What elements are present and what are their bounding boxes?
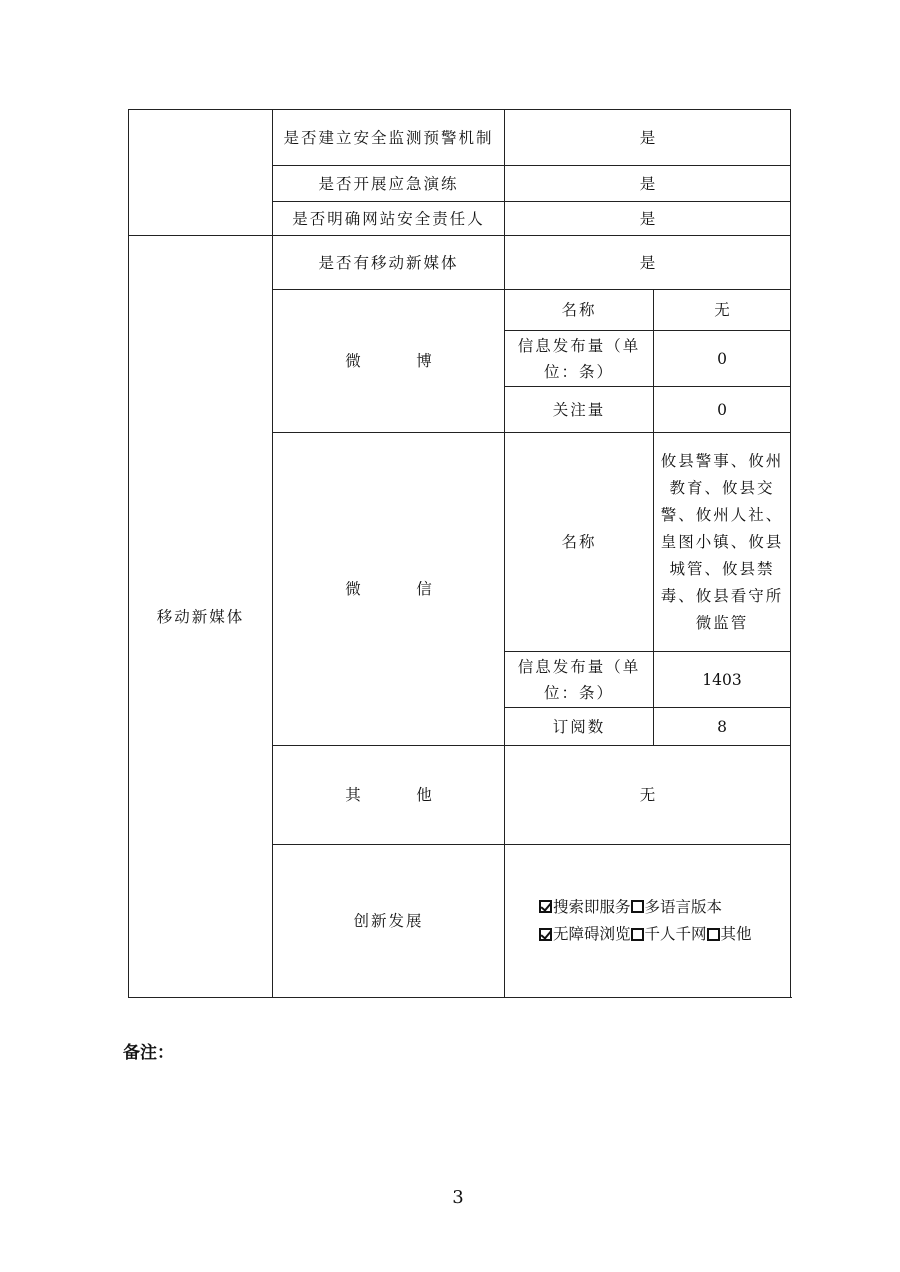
checkbox-empty-icon[interactable]: [631, 928, 644, 941]
option-personalized[interactable]: 千人千网: [631, 921, 707, 947]
wechat-posts-label: 信息发布量（单位：条）: [505, 652, 654, 708]
option-other[interactable]: 其他: [707, 921, 752, 947]
security-officer-label: 是否明确网站安全责任人: [273, 202, 505, 236]
checkbox-empty-icon[interactable]: [631, 900, 644, 913]
innovation-options: [505, 845, 791, 998]
option-accessibility[interactable]: 无障碍浏览: [539, 921, 631, 947]
has-media-label: 是否有移动新媒体: [273, 236, 505, 290]
weibo-label: 微 博: [273, 290, 505, 433]
weibo-name-label: 名称: [505, 290, 654, 331]
wechat-posts-value: 1403: [654, 652, 791, 708]
wechat-subscribe-label: 订阅数: [505, 708, 654, 746]
emergency-drill-label: 是否开展应急演练: [273, 166, 505, 202]
other-value: 无: [505, 746, 791, 845]
table-row: [129, 110, 791, 166]
media-section-label: 移动新媒体: [129, 236, 273, 998]
checkbox-checked-icon[interactable]: [539, 900, 552, 913]
weibo-posts-label: 信息发布量（单位：条）: [505, 331, 654, 387]
page-number: 3: [452, 1187, 464, 1208]
weibo-posts-value: 0: [654, 331, 791, 387]
website-report-table: [128, 109, 791, 998]
wechat-label: 微 信: [273, 433, 505, 746]
table-row: [129, 236, 791, 290]
security-section-cell: [129, 110, 273, 236]
wechat-name-value: 攸县警事、攸州教育、攸县交警、攸州人社、皇图小镇、攸县城管、攸县禁毒、攸县看守所微监管: [654, 433, 791, 652]
weibo-name-value: 无: [654, 290, 791, 331]
security-officer-value: 是: [505, 202, 791, 236]
wechat-name-label: 名称: [505, 433, 654, 652]
option-multilingual[interactable]: 多语言版本: [631, 894, 723, 920]
checkbox-empty-icon[interactable]: [707, 928, 720, 941]
weibo-follow-value: 0: [654, 387, 791, 433]
has-media-value: 是: [505, 236, 791, 290]
checkbox-checked-icon[interactable]: [539, 928, 552, 941]
security-monitoring-value: 是: [505, 110, 791, 166]
emergency-drill-value: 是: [505, 166, 791, 202]
innovation-label: 创新发展: [273, 845, 505, 998]
other-label: 其 他: [273, 746, 505, 845]
security-monitoring-label: 是否建立安全监测预警机制: [273, 110, 505, 166]
note-label: 备注：: [123, 1043, 174, 1063]
wechat-subscribe-value: 8: [654, 708, 791, 746]
option-search-service[interactable]: 搜索即服务: [539, 894, 631, 920]
weibo-follow-label: 关注量: [505, 387, 654, 433]
